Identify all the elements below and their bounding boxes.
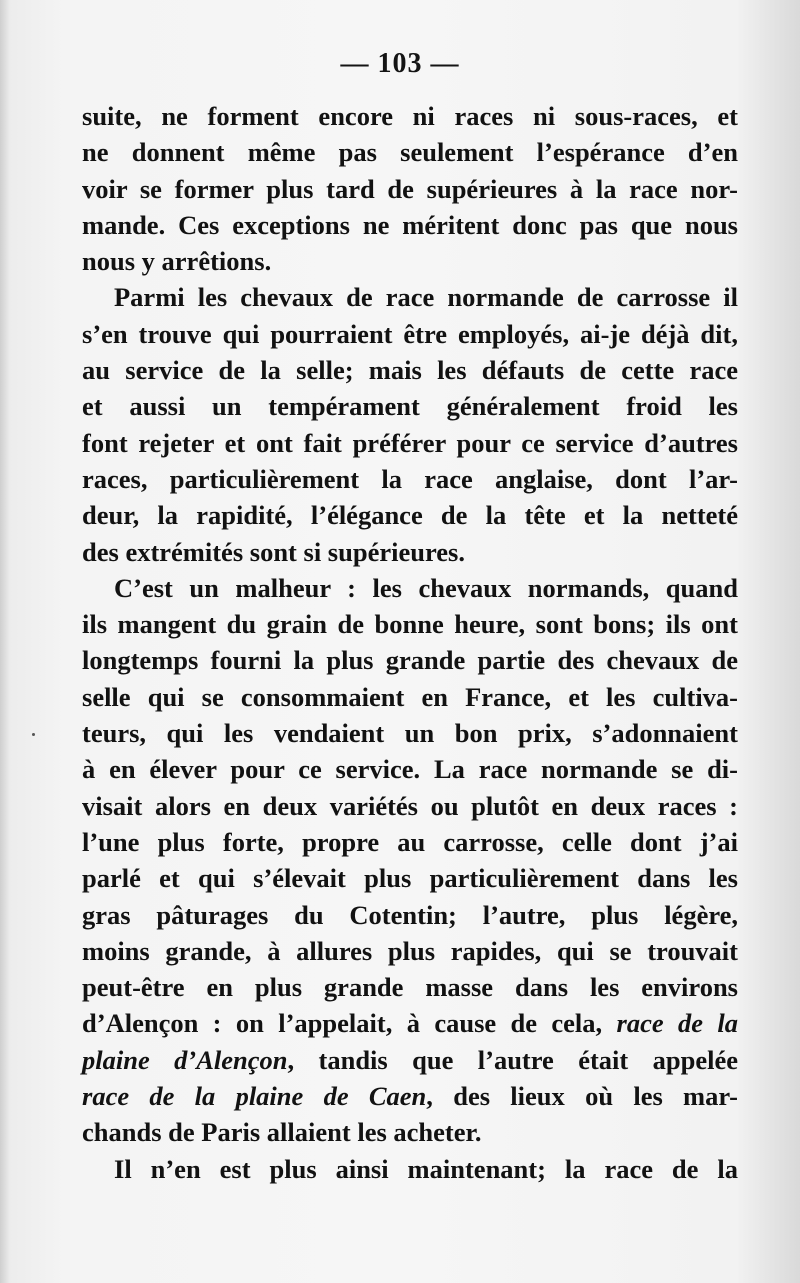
text-line <box>82 134 738 170</box>
line-text: , tandis que l’autre était appelée <box>287 1044 738 1075</box>
line-text: des extrémités sont si supérieures. <box>82 536 465 567</box>
line-text: deur, la rapidité, l’élégance de la tête et la netteté <box>82 500 738 531</box>
text-line <box>82 642 738 678</box>
line-text: parlé et qui s’élevait plus particulièrement dans les <box>82 863 738 894</box>
italic-text: race de la plaine de Caen <box>82 1081 427 1112</box>
text-line <box>82 461 738 497</box>
line-text: teurs, qui les vendaient un bon prix, s’adonnaient <box>82 718 738 749</box>
line-text: l’une plus forte, propre au carrosse, celle dont j’ai <box>82 826 738 857</box>
text-line <box>82 243 738 279</box>
text-line <box>82 824 738 860</box>
text-line <box>82 751 738 787</box>
text-line <box>82 570 738 606</box>
italic-text: plaine d’Alençon <box>82 1044 288 1075</box>
line-text: suite, ne forment encore ni races ni sous-races, et <box>82 101 738 131</box>
body-text <box>82 98 738 1187</box>
line-text: longtemps fourni la plus grande partie des chevaux de <box>82 645 738 676</box>
text-line <box>82 352 738 388</box>
text-line <box>82 1005 738 1041</box>
line-text: gras pâturages du Cotentin; l’autre, plus légère, <box>82 899 738 930</box>
text-line <box>82 534 738 570</box>
text-line <box>82 1151 738 1187</box>
text-line <box>82 497 738 533</box>
text-line <box>82 1114 738 1150</box>
text-line <box>82 425 738 461</box>
text-line <box>82 98 738 134</box>
line-text: mande. Ces exceptions ne méritent donc pas que nous <box>82 209 738 240</box>
text-line <box>82 679 738 715</box>
line-text: Parmi les chevaux de race normande de carrosse il <box>114 282 738 313</box>
line-text: visait alors en deux variétés ou plutôt en deux races : <box>82 790 738 821</box>
text-line <box>82 171 738 207</box>
line-text: d’Alençon : on l’appelait, à cause de cela, <box>82 1008 617 1039</box>
text-line <box>82 788 738 824</box>
line-text: ils mangent du grain de bonne heure, sont bons; ils ont <box>82 609 738 640</box>
text-line <box>82 279 738 315</box>
line-text: et aussi un tempérament généralement froid les <box>82 391 738 422</box>
text-line <box>82 860 738 896</box>
line-text: à en élever pour ce service. La race normande se di- <box>82 754 738 785</box>
line-text: ne donnent même pas seulement l’espérance d’en <box>82 137 738 168</box>
line-text: peut-être en plus grande masse dans les environs <box>82 972 738 1003</box>
text-line <box>82 207 738 243</box>
text-line <box>82 316 738 352</box>
line-text: nous y arrêtions. <box>82 246 272 277</box>
text-line <box>82 1042 738 1078</box>
line-text: C’est un malheur : les chevaux normands, quand <box>114 572 738 603</box>
text-line <box>82 969 738 1005</box>
line-text: s’en trouve qui pourraient être employés, ai-je déjà dit, <box>82 318 738 349</box>
text-line <box>82 933 738 969</box>
text-line <box>82 1078 738 1114</box>
text-line <box>82 388 738 424</box>
line-text: selle qui se consommaient en France, et les cultiva- <box>82 681 738 712</box>
line-text: chands de Paris allaient les acheter. <box>82 1117 482 1148</box>
line-text: font rejeter et ont fait préférer pour ce service d’autres <box>82 427 738 458</box>
text-line <box>82 715 738 751</box>
line-text: Il n’en est plus ainsi maintenant; la race de la <box>114 1153 738 1184</box>
print-speck <box>32 733 35 736</box>
text-line <box>82 897 738 933</box>
text-line <box>82 606 738 642</box>
italic-text: race de la <box>616 1008 739 1039</box>
line-text: races, particulièrement la race anglaise, dont l’ar- <box>82 463 738 494</box>
line-text: moins grande, à allures plus rapides, qui se trouvait <box>82 935 738 966</box>
line-text: au service de la selle; mais les défauts de cette race <box>82 355 738 386</box>
page-edge-shadow <box>0 0 10 1283</box>
line-text: voir se former plus tard de supérieures à la race nor- <box>82 173 738 204</box>
line-text: , des lieux où les mar- <box>426 1081 738 1112</box>
page-number: — 103 — <box>340 48 460 79</box>
